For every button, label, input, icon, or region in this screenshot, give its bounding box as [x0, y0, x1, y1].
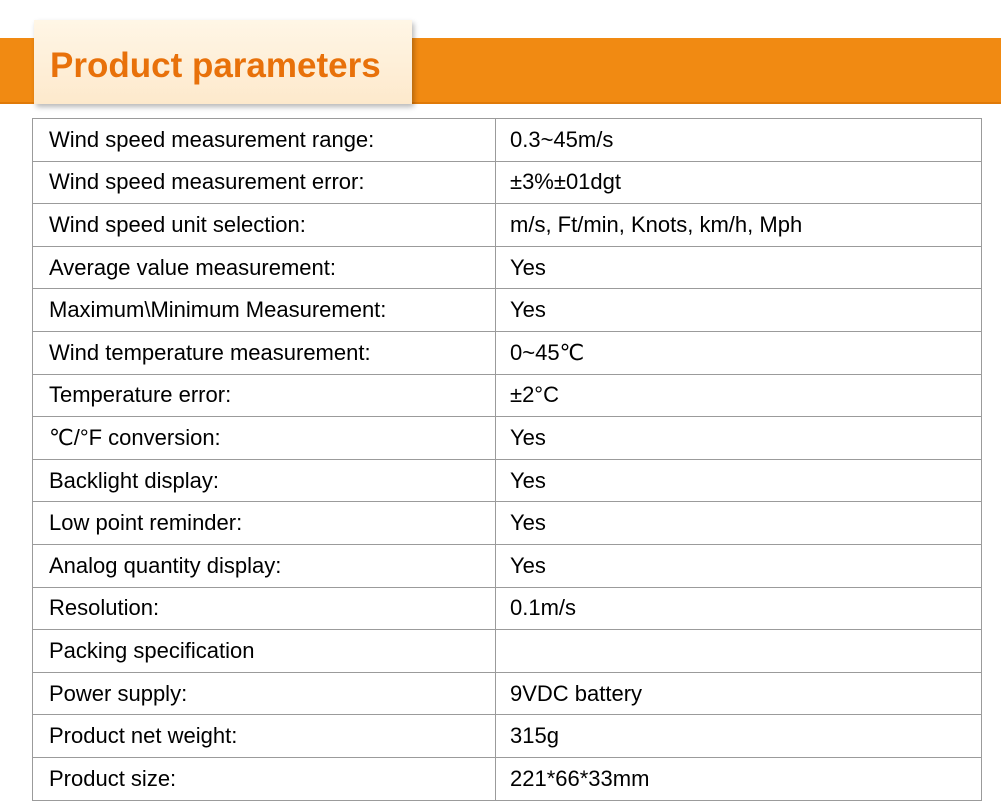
table-row	[33, 119, 982, 162]
spec-value: Yes	[496, 459, 982, 502]
spec-value: Yes	[496, 502, 982, 545]
spec-label: Packing specification	[33, 630, 496, 673]
spec-value: 221*66*33mm	[496, 757, 982, 800]
table-row	[33, 502, 982, 545]
table-row	[33, 715, 982, 758]
table-row	[33, 417, 982, 460]
table-row	[33, 374, 982, 417]
spec-value: 9VDC battery	[496, 672, 982, 715]
spec-value: 0~45℃	[496, 331, 982, 374]
spec-value: ±3%±01dgt	[496, 161, 982, 204]
spec-label: Product net weight:	[33, 715, 496, 758]
table-row	[33, 161, 982, 204]
spec-label: Wind speed measurement range:	[33, 119, 496, 162]
spec-value: 0.1m/s	[496, 587, 982, 630]
spec-table	[32, 118, 982, 801]
spec-label: Temperature error:	[33, 374, 496, 417]
spec-value: ±2°C	[496, 374, 982, 417]
spec-label: Power supply:	[33, 672, 496, 715]
spec-label: Wind speed measurement error:	[33, 161, 496, 204]
spec-value: m/s, Ft/min, Knots, km/h, Mph	[496, 204, 982, 247]
spec-label: Maximum\Minimum Measurement:	[33, 289, 496, 332]
spec-label: Wind temperature measurement:	[33, 331, 496, 374]
spec-label: Wind speed unit selection:	[33, 204, 496, 247]
spec-value: Yes	[496, 544, 982, 587]
page-title: Product parameters	[50, 46, 381, 85]
header-tab	[34, 20, 412, 104]
table-row	[33, 672, 982, 715]
spec-value: 315g	[496, 715, 982, 758]
table-row	[33, 204, 982, 247]
spec-label: Resolution:	[33, 587, 496, 630]
table-row	[33, 459, 982, 502]
table-row	[33, 544, 982, 587]
table-row	[33, 630, 982, 673]
spec-label: Backlight display:	[33, 459, 496, 502]
table-row	[33, 587, 982, 630]
spec-value	[496, 630, 982, 673]
spec-value: Yes	[496, 246, 982, 289]
table-row	[33, 246, 982, 289]
table-row	[33, 331, 982, 374]
table-row	[33, 757, 982, 800]
spec-value: Yes	[496, 417, 982, 460]
spec-label: Average value measurement:	[33, 246, 496, 289]
spec-label: Analog quantity display:	[33, 544, 496, 587]
table-row	[33, 289, 982, 332]
spec-label: Product size:	[33, 757, 496, 800]
spec-value: 0.3~45m/s	[496, 119, 982, 162]
spec-label: Low point reminder:	[33, 502, 496, 545]
spec-label: ℃/°F conversion:	[33, 417, 496, 460]
spec-value: Yes	[496, 289, 982, 332]
